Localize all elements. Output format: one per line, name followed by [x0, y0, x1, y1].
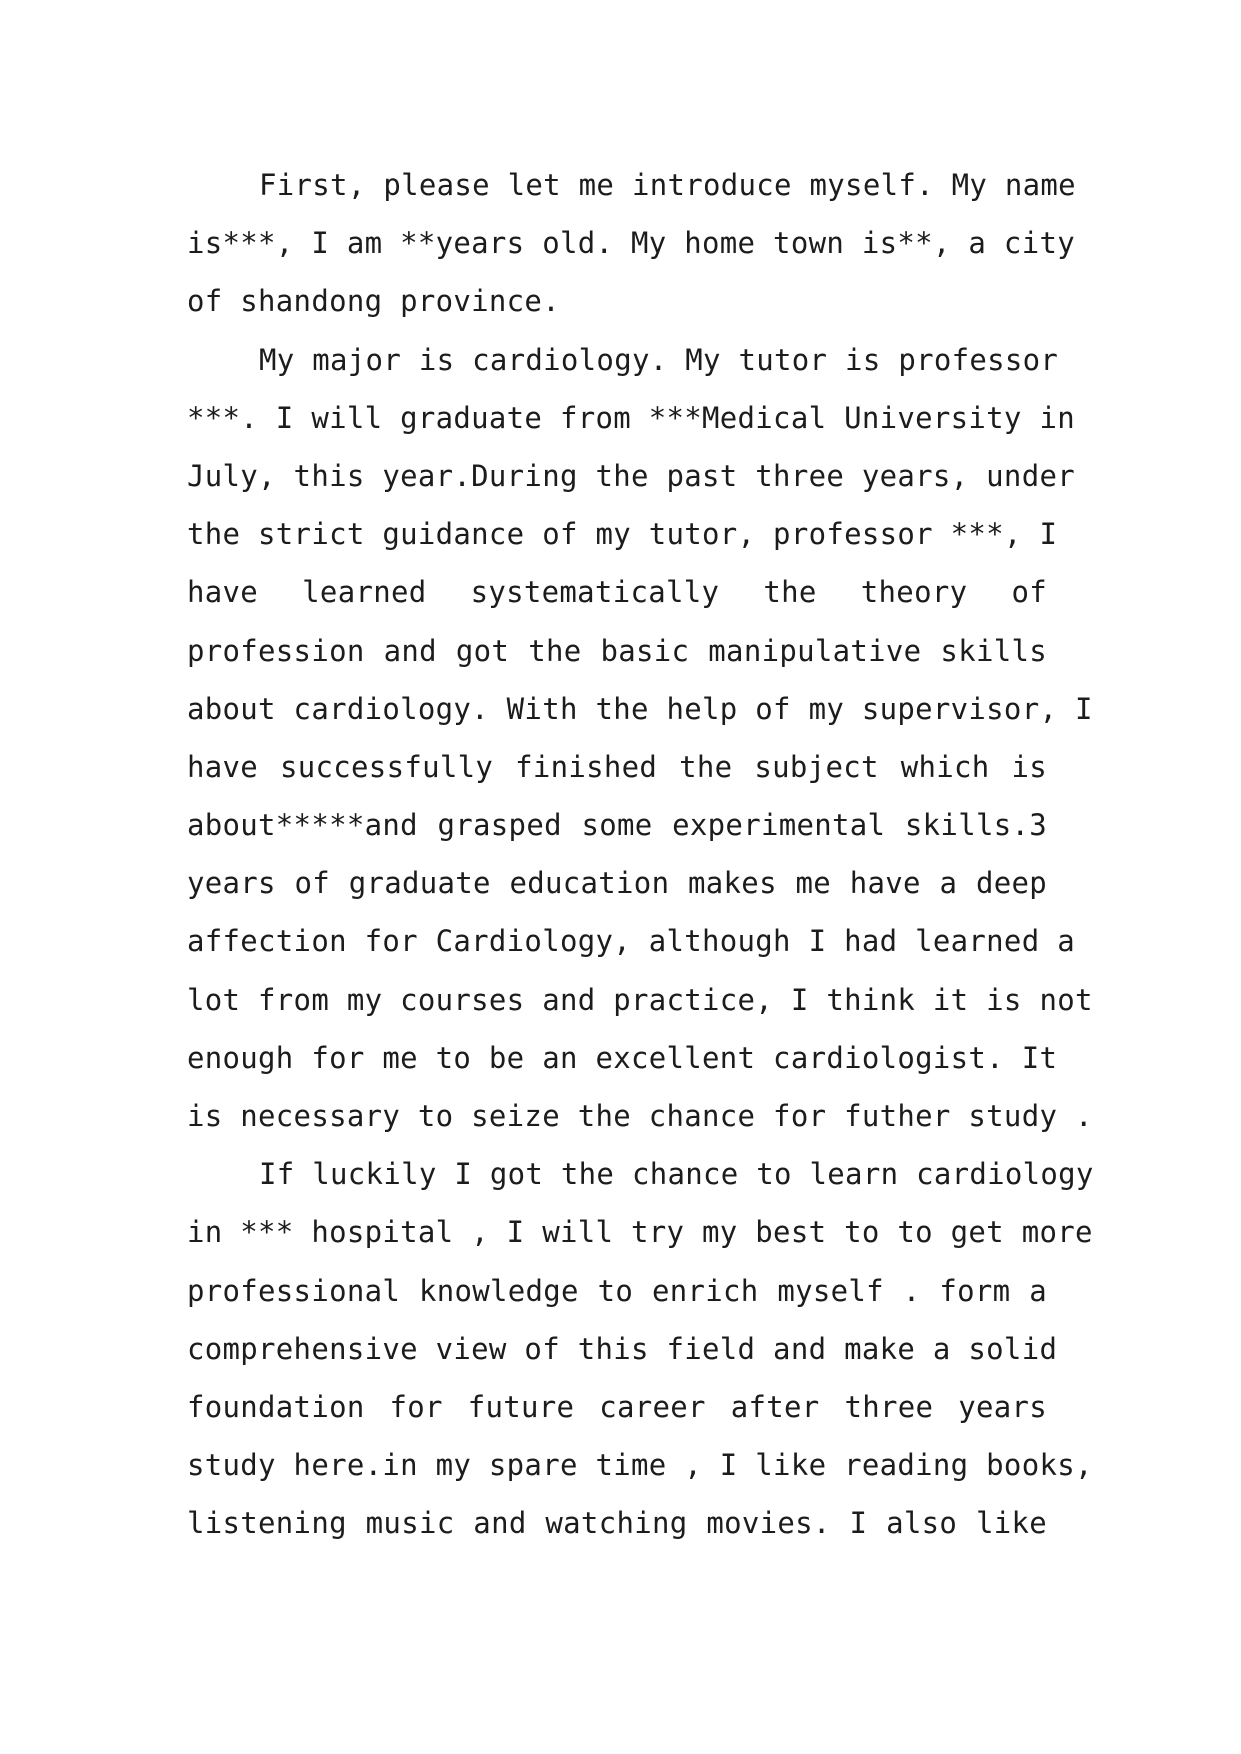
paragraph-3-line-2: in *** hospital , I will try my best to to get more	[187, 1215, 1093, 1250]
paragraph-2-line-13: enough for me to be an excellent cardiologist. It	[187, 1040, 1058, 1075]
paragraph-3-line-6: study here.in my spare time , I like reading books,	[187, 1448, 1093, 1483]
paragraph-2-line-12: lot from my courses and practice, I think it is not	[187, 982, 1093, 1017]
paragraph-2-line-3: July, this year.During the past three years, under	[187, 458, 1075, 493]
paragraph-2-line-4: the strict guidance of my tutor, professor ***, I	[187, 517, 1058, 552]
paragraph-2-line-14: is necessary to seize the chance for futher study .	[187, 1099, 1093, 1133]
document-body	[187, 156, 1094, 1553]
paragraph-2-line-1: My major is cardiology. My tutor is professor	[259, 342, 1059, 377]
paragraph-2-line-2: ***. I will graduate from ***Medical University in	[187, 400, 1075, 435]
paragraph-1-line-1: First, please let me introduce myself. My name	[259, 168, 1076, 202]
paragraph-2-line-10: years of graduate education makes me have a deep	[187, 866, 1047, 901]
paragraph-2-line-6: profession and got the basic manipulative skills	[187, 633, 1047, 668]
paragraph-3-line-1: If luckily I got the chance to learn cardiology	[259, 1157, 1094, 1192]
paragraph-2-line-7: about cardiology. With the help of my supervisor, I	[187, 691, 1093, 726]
paragraph-3-line-4: comprehensive view of this field and make a solid	[187, 1331, 1058, 1366]
paragraph-2-line-11: affection for Cardiology, although I had learned a	[187, 924, 1075, 959]
paragraph-3-line-5: foundation for future career after three years	[187, 1389, 1047, 1424]
paragraph-1-line-2: is***, I am **years old. My home town is**, a city	[187, 226, 1075, 261]
paragraph-1-line-3: of shandong province.	[187, 284, 560, 319]
paragraph-3-line-7: listening music and watching movies. I also like	[187, 1506, 1047, 1541]
paragraph-2-line-8: have successfully finished the subject which is	[187, 749, 1047, 784]
paragraph-2-line-9: about*****and grasped some experimental skills.3	[187, 808, 1047, 843]
paragraph-2-line-5: have learned systematically the theory of	[187, 575, 1047, 610]
paragraph-3-line-3: professional knowledge to enrich myself . form a	[187, 1273, 1047, 1308]
